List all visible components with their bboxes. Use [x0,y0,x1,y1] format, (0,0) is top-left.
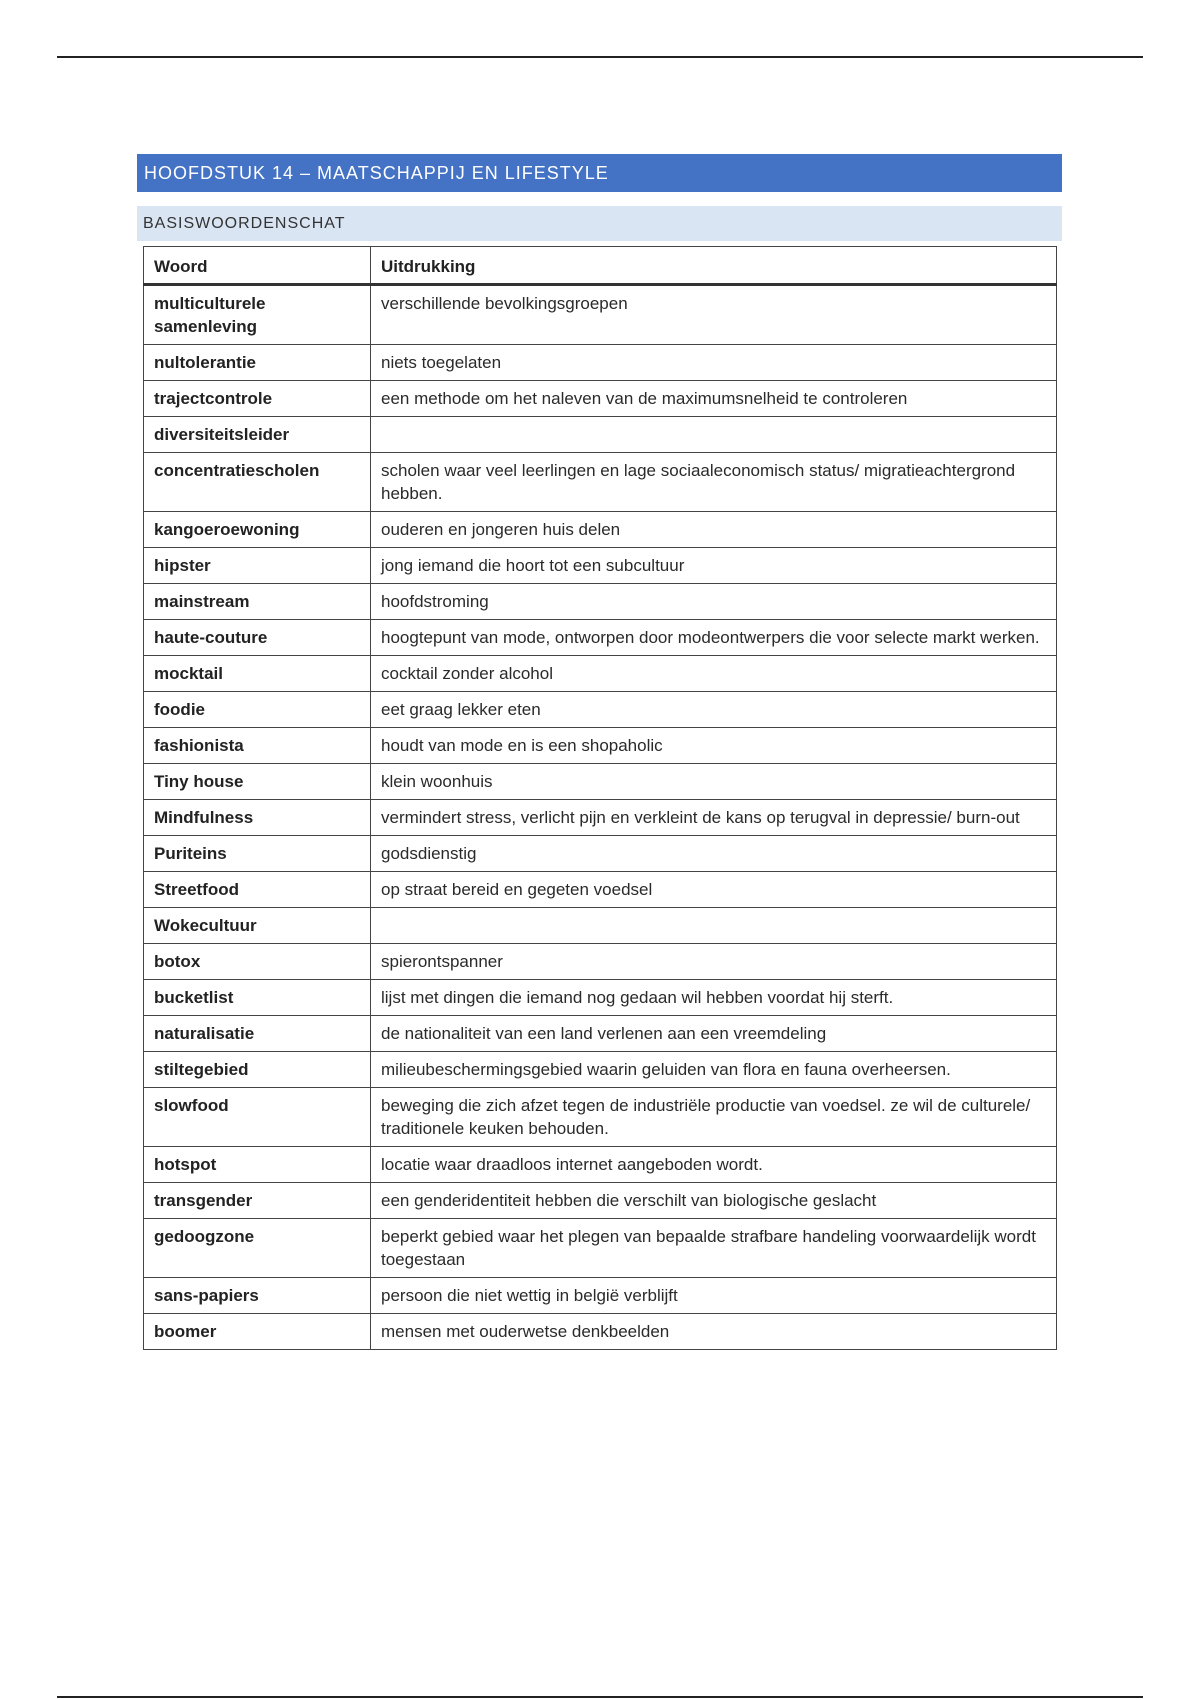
table-row [144,692,1057,728]
vocab-expression: de nationaliteit van een land verlenen aan een vreemdeling [371,1016,1057,1052]
vocab-word: multiculturele samenleving [144,285,371,345]
vocab-expression: spierontspanner [371,944,1057,980]
table-header-row [144,247,1057,285]
table-row [144,1052,1057,1088]
table-row [144,417,1057,453]
table-body [144,285,1057,1350]
vocab-word: mainstream [144,584,371,620]
vocab-expression: hoofdstroming [371,584,1057,620]
table-row [144,728,1057,764]
vocab-expression: vermindert stress, verlicht pijn en verkleint de kans op terugval in depressie/ burn-out [371,800,1057,836]
table-row [144,1314,1057,1350]
table-row [144,836,1057,872]
column-header-expression: Uitdrukking [371,247,1057,285]
section-title: BASISWOORDENSCHAT [137,206,1062,241]
table-row [144,944,1057,980]
vocab-word: stiltegebied [144,1052,371,1088]
vocab-expression: beweging die zich afzet tegen de industriële productie van voedsel. ze wil de culturele/ traditionele keuken behouden. [371,1088,1057,1147]
vocab-word: kangoeroewoning [144,512,371,548]
vocab-word: fashionista [144,728,371,764]
table-row [144,800,1057,836]
table-row [144,1147,1057,1183]
vocab-word: Mindfulness [144,800,371,836]
chapter-title: HOOFDSTUK 14 – MAATSCHAPPIJ EN LIFESTYLE [137,154,1062,192]
table-row [144,980,1057,1016]
vocab-word: nultolerantie [144,345,371,381]
page-content [137,154,1062,1350]
table-row [144,908,1057,944]
vocab-word: trajectcontrole [144,381,371,417]
table-row [144,345,1057,381]
vocab-word: hotspot [144,1147,371,1183]
table-row [144,1088,1057,1147]
vocab-expression: hoogtepunt van mode, ontworpen door modeontwerpers die voor selecte markt werken. [371,620,1057,656]
vocab-word: Puriteins [144,836,371,872]
vocab-expression: persoon die niet wettig in belgië verblijft [371,1278,1057,1314]
vocab-expression: cocktail zonder alcohol [371,656,1057,692]
table-row [144,453,1057,512]
table-row [144,285,1057,345]
vocab-word: gedoogzone [144,1219,371,1278]
vocabulary-table [143,246,1057,1350]
vocab-expression: op straat bereid en gegeten voedsel [371,872,1057,908]
vocab-expression: beperkt gebied waar het plegen van bepaalde strafbare handeling voorwaardelijk wordt toegestaan [371,1219,1057,1278]
vocab-expression: ouderen en jongeren huis delen [371,512,1057,548]
table-row [144,1016,1057,1052]
table-row [144,1219,1057,1278]
vocab-expression: milieubeschermingsgebied waarin geluiden van flora en fauna overheersen. [371,1052,1057,1088]
vocab-word: naturalisatie [144,1016,371,1052]
vocab-expression: verschillende bevolkingsgroepen [371,285,1057,345]
vocab-expression: klein woonhuis [371,764,1057,800]
vocab-word: boomer [144,1314,371,1350]
table-row [144,548,1057,584]
vocab-expression: mensen met ouderwetse denkbeelden [371,1314,1057,1350]
table-row [144,620,1057,656]
column-header-word: Woord [144,247,371,285]
vocab-word: bucketlist [144,980,371,1016]
vocab-word: haute-couture [144,620,371,656]
vocab-expression: een methode om het naleven van de maximumsnelheid te controleren [371,381,1057,417]
table-row [144,1183,1057,1219]
vocab-expression: scholen waar veel leerlingen en lage sociaaleconomisch status/ migratieachtergrond hebben. [371,453,1057,512]
table-row [144,584,1057,620]
vocab-expression: eet graag lekker eten [371,692,1057,728]
vocab-expression: niets toegelaten [371,345,1057,381]
table-row [144,1278,1057,1314]
footer-rule [57,1696,1143,1698]
vocab-expression: lijst met dingen die iemand nog gedaan wil hebben voordat hij sterft. [371,980,1057,1016]
vocab-word: transgender [144,1183,371,1219]
table-row [144,656,1057,692]
vocab-expression: godsdienstig [371,836,1057,872]
vocab-expression [371,417,1057,453]
vocab-expression: een genderidentiteit hebben die verschilt van biologische geslacht [371,1183,1057,1219]
vocab-word: concentratiescholen [144,453,371,512]
vocab-word: foodie [144,692,371,728]
vocab-word: slowfood [144,1088,371,1147]
table-row [144,381,1057,417]
vocab-expression: jong iemand die hoort tot een subcultuur [371,548,1057,584]
table-row [144,872,1057,908]
vocab-word: hipster [144,548,371,584]
vocab-word: diversiteitsleider [144,417,371,453]
vocab-expression: locatie waar draadloos internet aangeboden wordt. [371,1147,1057,1183]
table-row [144,764,1057,800]
vocab-expression [371,908,1057,944]
header-rule [57,56,1143,58]
vocab-word: mocktail [144,656,371,692]
table-row [144,512,1057,548]
vocab-expression: houdt van mode en is een shopaholic [371,728,1057,764]
vocab-word: sans-papiers [144,1278,371,1314]
vocab-word: botox [144,944,371,980]
vocab-word: Wokecultuur [144,908,371,944]
vocab-word: Streetfood [144,872,371,908]
vocab-word: Tiny house [144,764,371,800]
